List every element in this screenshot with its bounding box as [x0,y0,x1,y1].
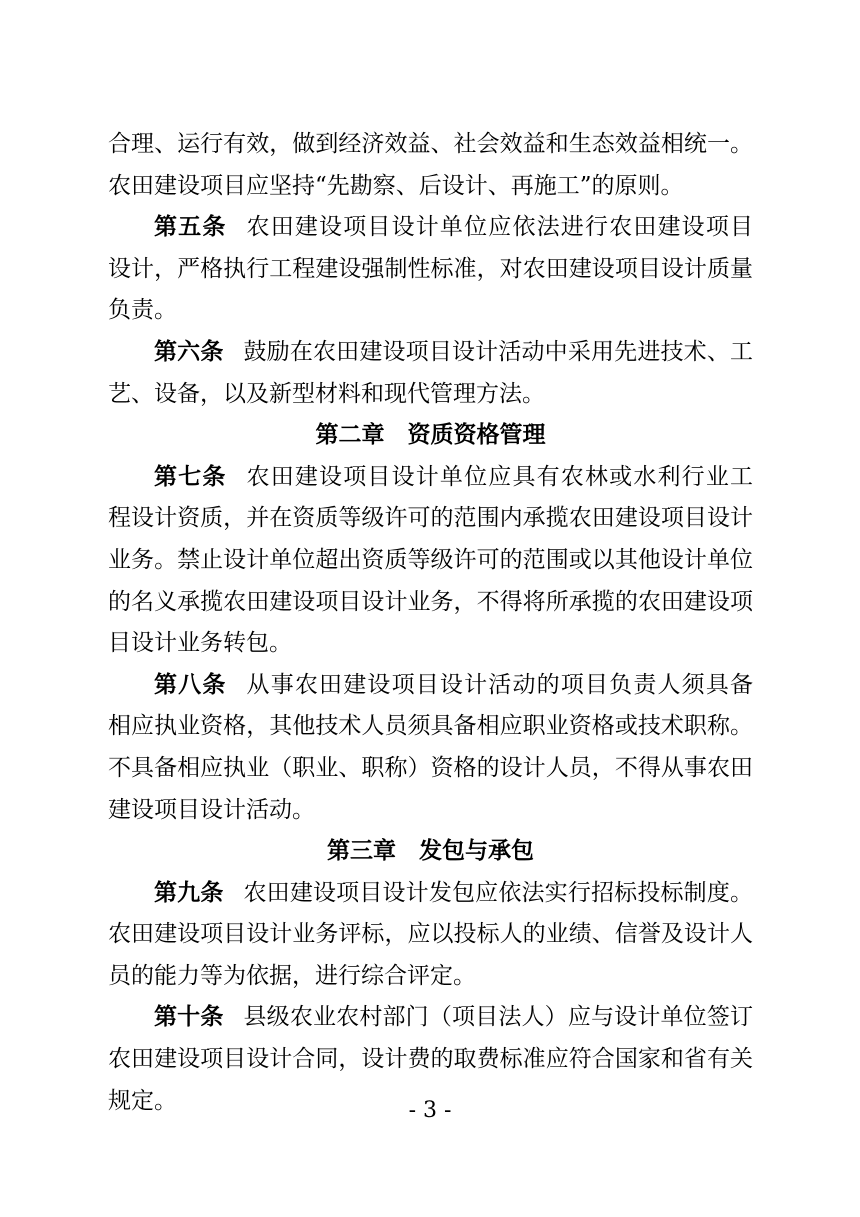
text-line: 员的能力等为依据，进行综合评定。 [108,962,476,989]
article-7-line [108,457,753,499]
article-title: 第八条 [154,671,227,698]
text-line: 建设项目设计活动。 [108,796,315,823]
document-body [108,124,753,1122]
text-line: 的名义承揽农田建设项目设计业务，不得将所承揽的农田建设项 [108,588,753,615]
text-line: 艺、设备，以及新型材料和现代管理方法。 [108,380,545,407]
article-10-line [108,997,753,1039]
article-title: 第七条 [154,463,227,490]
text-line: 设计，严格执行工程建设强制性标准，对农田建设项目设计质量 [108,255,753,282]
article-text: 农田建设项目设计单位应具有农林或水利行业工 [246,463,753,490]
article-title: 第五条 [154,214,227,241]
text-line: 程设计资质，并在资质等级许可的范围内承揽农田建设项目设计 [108,505,753,532]
article-5-line [108,207,753,249]
article-title: 第九条 [154,879,224,906]
text-line: 负责。 [108,297,177,324]
article-text: 农田建设项目设计单位应依法进行农田建设项目 [246,214,753,241]
text-line: 合理、运行有效，做到经济效益、社会效益和生态效益相统一。 [108,131,753,157]
text-line: 农田建设项目应坚持“先勘察、后设计、再施工”的原则。 [108,172,684,199]
article-title: 第六条 [154,338,224,365]
text-line: 农田建设项目设计业务评标，应以投标人的业绩、信誉及设计人 [108,921,753,948]
article-6-line [108,332,753,374]
chapter-heading: 第三章 发包与承包 [327,838,534,865]
article-text: 县级农业农村部门（项目法人）应与设计单位签订 [243,1004,753,1031]
article-8-line [108,665,753,707]
article-title: 第十条 [154,1004,224,1031]
text-line: 规定。 [108,1087,177,1114]
text-line: 目设计业务转包。 [108,630,292,657]
article-9-line [108,873,753,915]
text-line: 相应执业资格，其他技术人员须具备相应职业资格或技术职称。 [108,713,753,740]
chapter-heading: 第二章 资质资格管理 [315,422,546,449]
text-line: 业务。禁止设计单位超出资质等级许可的范围或以其他设计单位 [108,546,753,573]
article-text: 鼓励在农田建设项目设计活动中采用先进技术、工 [243,338,753,365]
text-line: 农田建设项目设计合同，设计费的取费标准应符合国家和省有关 [108,1046,753,1073]
text-line: 不具备相应执业（职业、职称）资格的设计人员，不得从事农田 [108,754,753,781]
article-text: 农田建设项目设计发包应依法实行招标投标制度。 [243,879,753,906]
article-text: 从事农田建设项目设计活动的项目负责人须具备 [246,671,753,698]
page-number: - 3 - [408,1098,452,1123]
